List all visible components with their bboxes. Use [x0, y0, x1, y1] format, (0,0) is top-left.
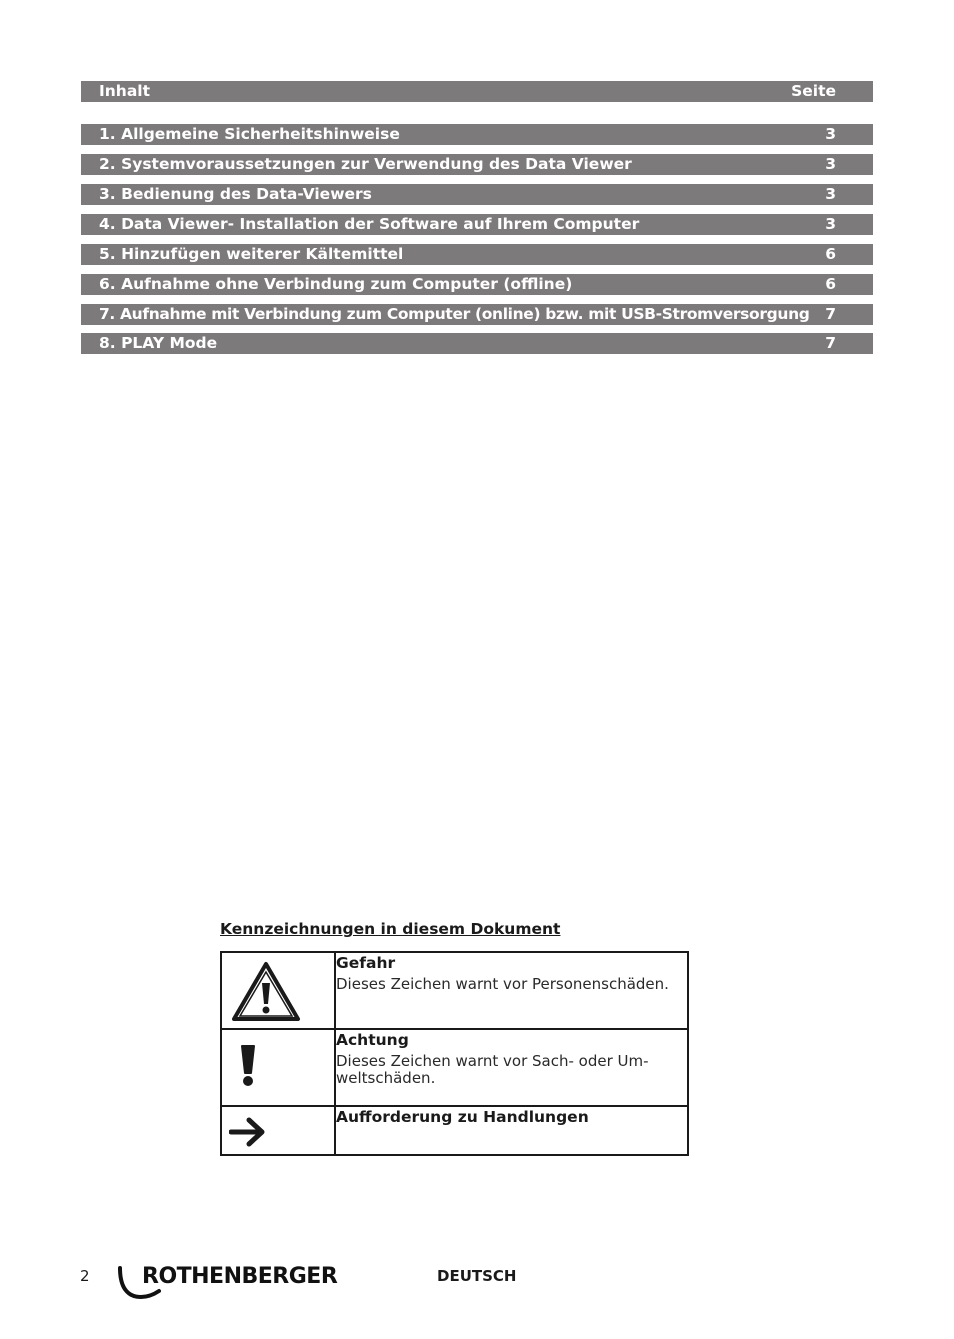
toc-item-page: 3 — [825, 215, 836, 233]
legend-text-cell — [335, 1029, 688, 1106]
toc-item-page: 3 — [825, 125, 836, 143]
toc-item-label: 3. Bedienung des Data-Viewers — [99, 185, 372, 203]
footer-language: DEUTSCH — [437, 1267, 517, 1285]
toc-item[interactable] — [81, 244, 873, 265]
toc-item[interactable] — [81, 333, 873, 354]
legend-row-title: Gefahr — [336, 954, 396, 972]
toc-item[interactable] — [81, 214, 873, 235]
legend-icon-cell — [221, 952, 335, 1029]
toc-item[interactable] — [81, 274, 873, 295]
legend-row-title: Achtung — [336, 1031, 409, 1049]
legend-icon-cell — [221, 1029, 335, 1106]
toc-header-page: Seite — [791, 82, 836, 100]
toc-item[interactable] — [81, 184, 873, 205]
toc-header-label: Inhalt — [99, 82, 151, 100]
toc-item[interactable] — [81, 304, 873, 325]
arrow-right-icon — [229, 1117, 267, 1147]
legend-row-desc: Dieses Zeichen warnt vor Sach- oder Um-weltschäden. — [336, 1052, 649, 1087]
toc-item-page: 3 — [825, 155, 836, 173]
toc-item-label: 4. Data Viewer- Installation der Software auf Ihrem Computer — [99, 215, 640, 233]
legend-row — [221, 952, 688, 1029]
toc-item-page: 7 — [825, 334, 836, 352]
toc-item-page: 6 — [825, 245, 836, 263]
toc-item-label: 1. Allgemeine Sicherheitshinweise — [99, 125, 400, 143]
exclamation-icon — [238, 1044, 258, 1088]
toc-item-label: 5. Hinzufügen weiterer Kältemittel — [99, 245, 404, 263]
toc-item-label: 2. Systemvoraussetzungen zur Verwendung des Data Viewer — [99, 155, 632, 173]
toc-item-page: 7 — [825, 305, 836, 323]
toc-item-label: 6. Aufnahme ohne Verbindung zum Computer (offline) — [99, 275, 573, 293]
toc-item-label: 8. PLAY Mode — [99, 334, 218, 352]
toc-header — [81, 81, 873, 102]
legend-row — [221, 1106, 688, 1155]
toc-item-page: 6 — [825, 275, 836, 293]
legend-row — [221, 1029, 688, 1106]
toc-item-page: 3 — [825, 185, 836, 203]
toc-item-label: 7. Aufnahme mit Verbindung zum Computer (online) bzw. mit USB-Stromversorgung — [99, 305, 810, 323]
toc-item[interactable] — [81, 124, 873, 145]
legend-row-title: Aufforderung zu Handlungen — [336, 1108, 589, 1126]
warning-triangle-icon — [231, 961, 301, 1023]
legend-table — [220, 951, 689, 1156]
legend-text-cell — [335, 952, 688, 1029]
brand-logo-text: ROTHENBERGER — [142, 1264, 338, 1289]
toc-item[interactable] — [81, 154, 873, 175]
legend-row-desc: Dieses Zeichen warnt vor Personenschäden. — [336, 975, 669, 993]
legend-title: Kennzeichnungen in diesem Dokument — [220, 920, 561, 938]
footer-page-number: 2 — [80, 1267, 90, 1285]
legend-text-cell — [335, 1106, 688, 1155]
legend-icon-cell — [221, 1106, 335, 1155]
